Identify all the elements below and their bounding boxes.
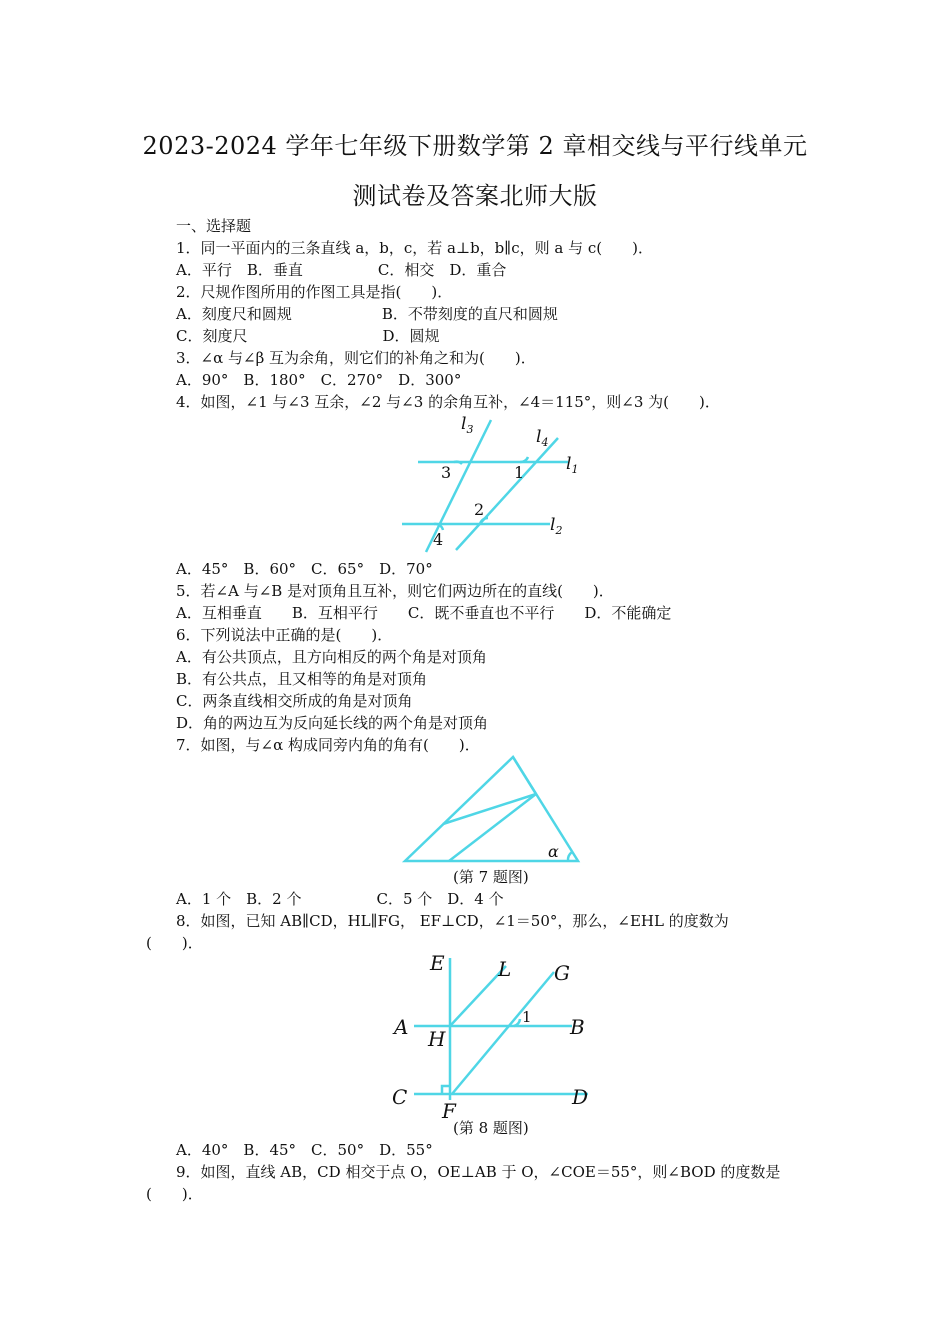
q8-figure bbox=[388, 950, 598, 1120]
q4-angle-1: 1 bbox=[514, 463, 525, 482]
q8-label-d: D bbox=[572, 1085, 589, 1109]
q6-stem: 6．下列说法中正确的是( )． bbox=[176, 626, 393, 644]
q2-options-1: A．刻度尺和圆规 B．不带刻度的直尺和圆规 bbox=[176, 305, 558, 323]
q4-label-l1: $l_1$ bbox=[566, 454, 579, 476]
q3-options: A．90° B．180° C．270° D．300° bbox=[176, 371, 462, 389]
q6-option-c: C．两条直线相交所成的角是对顶角 bbox=[176, 692, 413, 710]
section-heading: 一、选择题 bbox=[176, 217, 252, 235]
q8-stem-cont: ( )． bbox=[146, 934, 203, 952]
q6-option-a: A．有公共顶点，且方向相反的两个角是对顶角 bbox=[176, 648, 487, 666]
q8-angle-1: 1 bbox=[522, 1008, 532, 1026]
q8-stem: 8．如图，已知 AB∥CD，HL∥FG， EF⊥CD，∠1＝50°，那么，∠EHL 的度数为 bbox=[176, 912, 729, 930]
q4-angle-4: 4 bbox=[433, 530, 444, 549]
q8-label-g: G bbox=[554, 961, 570, 985]
q1-options: A．平行 B．垂直 C．相交 D．重合 bbox=[176, 261, 507, 279]
q7-stem: 7．如图，与∠α 构成同旁内角的角有( )． bbox=[176, 736, 480, 754]
q8-caption: (第 8 题图) bbox=[453, 1119, 529, 1137]
q8-options: A．40° B．45° C．50° D．55° bbox=[176, 1141, 433, 1159]
q4-label-l3: $l_3$ bbox=[461, 414, 474, 436]
q8-label-l: L bbox=[498, 957, 512, 981]
q8-label-e: E bbox=[430, 951, 445, 975]
q3-stem: 3．∠α 与∠β 互为余角，则它们的补角之和为( )． bbox=[176, 349, 536, 367]
q8-label-h: H bbox=[428, 1027, 446, 1051]
q5-options: A．互相垂直 B．互相平行 C．既不垂直也不平行 D．不能确定 bbox=[176, 604, 672, 622]
q9-stem: 9．如图，直线 AB，CD 相交于点 O，OE⊥AB 于 O，∠COE＝55°，则∠BOD 的度数是 bbox=[176, 1163, 781, 1181]
q7-alpha-label: α bbox=[548, 842, 559, 861]
q7-options: A．1 个 B．2 个 C．5 个 D．4 个 bbox=[176, 890, 504, 908]
q4-angle-3: 3 bbox=[441, 463, 452, 482]
q4-angle-2: 2 bbox=[474, 500, 485, 519]
q2-options-2: C．刻度尺 D．圆规 bbox=[176, 327, 440, 345]
q8-label-a: A bbox=[394, 1015, 409, 1039]
q5-stem: 5．若∠A 与∠B 是对顶角且互补，则它们两边所在的直线( )． bbox=[176, 582, 614, 600]
q2-stem: 2．尺规作图所用的作图工具是指( )． bbox=[176, 283, 453, 301]
q8-label-b: B bbox=[570, 1015, 585, 1039]
q4-figure bbox=[398, 412, 588, 554]
q4-label-l4: $l_4$ bbox=[536, 427, 549, 449]
q6-option-b: B．有公共点，且又相等的角是对顶角 bbox=[176, 670, 428, 688]
title-line-2: 测试卷及答案北师大版 bbox=[352, 182, 598, 210]
q4-stem: 4．如图，∠1 与∠3 互余，∠2 与∠3 的余角互补，∠4＝115°，则∠3 为( )． bbox=[176, 393, 720, 411]
title-line-1: 2023-2024 学年七年级下册数学第 2 章相交线与平行线单元 bbox=[142, 132, 808, 160]
q8-label-f: F bbox=[442, 1099, 456, 1120]
q9-stem-cont: ( )． bbox=[146, 1185, 203, 1203]
q6-option-d: D．角的两边互为反向延长线的两个角是对顶角 bbox=[176, 714, 489, 732]
q4-options: A．45° B．60° C．65° D．70° bbox=[176, 560, 433, 578]
q4-label-l2: $l_2$ bbox=[550, 515, 563, 537]
q8-label-c: C bbox=[392, 1085, 408, 1109]
q7-figure bbox=[400, 752, 584, 864]
q1-stem: 1．同一平面内的三条直线 a，b，c，若 a⊥b，b∥c，则 a 与 c( )． bbox=[176, 239, 653, 257]
q7-caption: (第 7 题图) bbox=[453, 868, 529, 886]
